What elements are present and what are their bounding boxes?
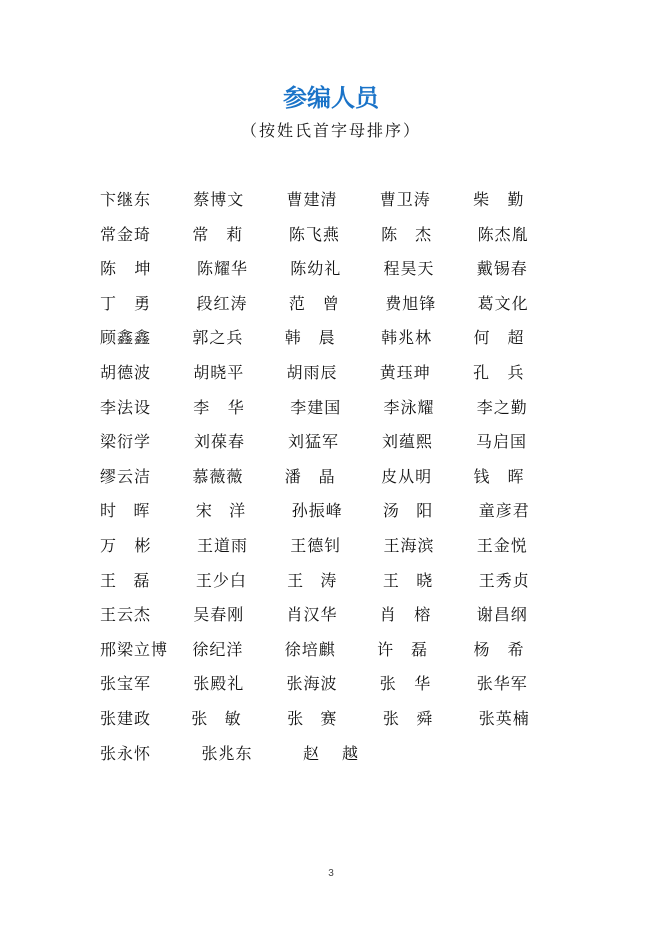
contributor-name: 孙振峰	[291, 501, 343, 521]
contributor-name: 陈杰胤	[477, 224, 529, 244]
contributor-name: 王 磊	[100, 570, 151, 590]
contributor-name: 邢梁立博	[100, 639, 169, 659]
contributor-name: 柴 勤	[473, 190, 525, 209]
contributor-name: 王 晓	[382, 570, 434, 590]
contributor-name: 王道雨	[196, 535, 248, 555]
contributor-name: 童彦君	[478, 501, 530, 521]
contributor-name: 张 赛	[287, 708, 338, 728]
contributor-name: 葛文化	[477, 293, 529, 313]
contributor-name: 王少白	[195, 570, 247, 590]
contributor-name: 孔 兵	[473, 362, 525, 382]
name-row	[100, 259, 570, 294]
contributor-name: 张海波	[286, 674, 338, 694]
contributor-name-grid	[100, 190, 570, 778]
contributor-name: 张殿礼	[193, 674, 245, 694]
contributor-name: 何 超	[473, 328, 525, 348]
contributor-name: 张永怀	[100, 743, 152, 763]
contributor-name: 皮从明	[381, 466, 433, 486]
contributor-name: 王金悦	[476, 535, 528, 555]
contributor-name: 陈幼礼	[290, 259, 342, 279]
contributor-name: 杨 希	[473, 639, 525, 659]
contributor-name: 张建政	[100, 708, 152, 728]
contributor-name: 张 敏	[191, 708, 242, 728]
contributor-name: 张 华	[379, 674, 432, 694]
contributor-name: 胡德波	[100, 362, 152, 382]
contributor-name: 梁衍学	[100, 432, 152, 452]
contributor-name: 肖 榕	[379, 605, 432, 625]
contributor-name: 韩 晨	[284, 328, 336, 348]
contributor-name: 张 舜	[382, 708, 434, 728]
contributor-name: 徐培麒	[284, 639, 336, 659]
name-row	[100, 363, 570, 398]
name-row	[100, 190, 570, 225]
contributor-name: 陈飞燕	[288, 224, 340, 244]
name-row	[100, 744, 570, 779]
page-subtitle: （按姓氏首字母排序）	[240, 121, 421, 140]
contributor-name: 万 彬	[100, 535, 152, 555]
contributor-name: 汤 阳	[382, 501, 434, 521]
contributor-name: 王云杰	[100, 605, 152, 625]
contributor-name: 张宝军	[100, 674, 152, 694]
contributor-name: 时 晖	[100, 501, 151, 521]
contributor-name: 陈耀华	[196, 259, 248, 279]
contributor-name: 胡雨辰	[286, 362, 338, 382]
contributor-name: 李 华	[193, 397, 245, 417]
name-row	[100, 674, 570, 709]
contributor-name: 刘猛军	[288, 432, 340, 452]
contributor-name: 李建国	[290, 397, 342, 417]
contributor-name: 钱 晖	[473, 466, 525, 486]
contributor-name: 卞继东	[100, 190, 152, 209]
contributor-name: 赵 越	[303, 743, 359, 763]
contributor-name: 肖汉华	[286, 605, 338, 625]
page-number: 3	[328, 868, 334, 879]
name-row	[100, 536, 570, 571]
contributor-name: 李法设	[100, 397, 152, 417]
name-row	[100, 501, 570, 536]
contributor-name: 常金琦	[100, 224, 152, 244]
contributor-name: 陈 杰	[381, 224, 433, 244]
contributor-name: 曹建清	[286, 190, 338, 209]
contributor-name: 费旭锋	[385, 293, 437, 313]
contributor-name: 曹卫涛	[379, 190, 431, 209]
contributor-name: 马启国	[476, 432, 528, 452]
contributor-name: 刘蕴熙	[382, 432, 434, 452]
contributor-name: 张华军	[476, 674, 528, 694]
contributor-name: 宋 洋	[195, 501, 247, 521]
contributor-name: 戴锡春	[476, 259, 528, 279]
contributor-name: 吴春刚	[193, 605, 245, 625]
name-row	[100, 294, 570, 329]
name-row	[100, 398, 570, 433]
contributor-name: 王 涛	[287, 570, 338, 590]
contributor-name: 王海滨	[383, 535, 435, 555]
contributor-name: 缪云洁	[100, 466, 152, 486]
contributor-name: 韩兆林	[381, 328, 433, 348]
contributor-name: 程昊天	[383, 259, 435, 279]
contributor-name: 徐纪洋	[192, 639, 244, 659]
contributor-name: 范 曾	[288, 293, 340, 313]
name-row	[100, 328, 570, 363]
contributor-name: 谢昌纲	[476, 605, 528, 625]
name-row	[100, 467, 570, 502]
name-row	[100, 571, 570, 606]
name-row	[100, 709, 570, 744]
contributor-name: 郭之兵	[192, 328, 244, 348]
name-row	[100, 225, 570, 260]
page-title: 参编人员	[283, 84, 379, 112]
contributor-name: 王德钊	[290, 535, 342, 555]
contributor-name: 张兆东	[201, 743, 253, 763]
contributor-name: 慕薇薇	[192, 466, 244, 486]
name-row	[100, 605, 570, 640]
contributor-name: 李之勤	[476, 397, 528, 417]
name-row	[100, 640, 570, 675]
name-row	[100, 432, 570, 467]
contributor-name: 段红涛	[196, 293, 248, 313]
contributor-name: 常 莉	[192, 224, 244, 244]
contributor-name: 蔡博文	[193, 190, 245, 209]
contributor-name: 黄珏珅	[379, 362, 431, 382]
contributor-name: 刘葆春	[194, 432, 246, 452]
contributor-name: 许 磊	[377, 639, 429, 659]
contributor-name: 陈 坤	[100, 259, 152, 279]
contributor-name: 张英楠	[478, 708, 530, 728]
contributor-name: 李泳耀	[383, 397, 435, 417]
contributor-name: 胡晓平	[193, 362, 245, 382]
contributor-name: 王秀贞	[478, 570, 530, 590]
contributor-name: 丁 勇	[100, 293, 151, 313]
contributor-name: 顾鑫鑫	[100, 328, 152, 348]
contributor-name: 潘 晶	[284, 466, 336, 486]
